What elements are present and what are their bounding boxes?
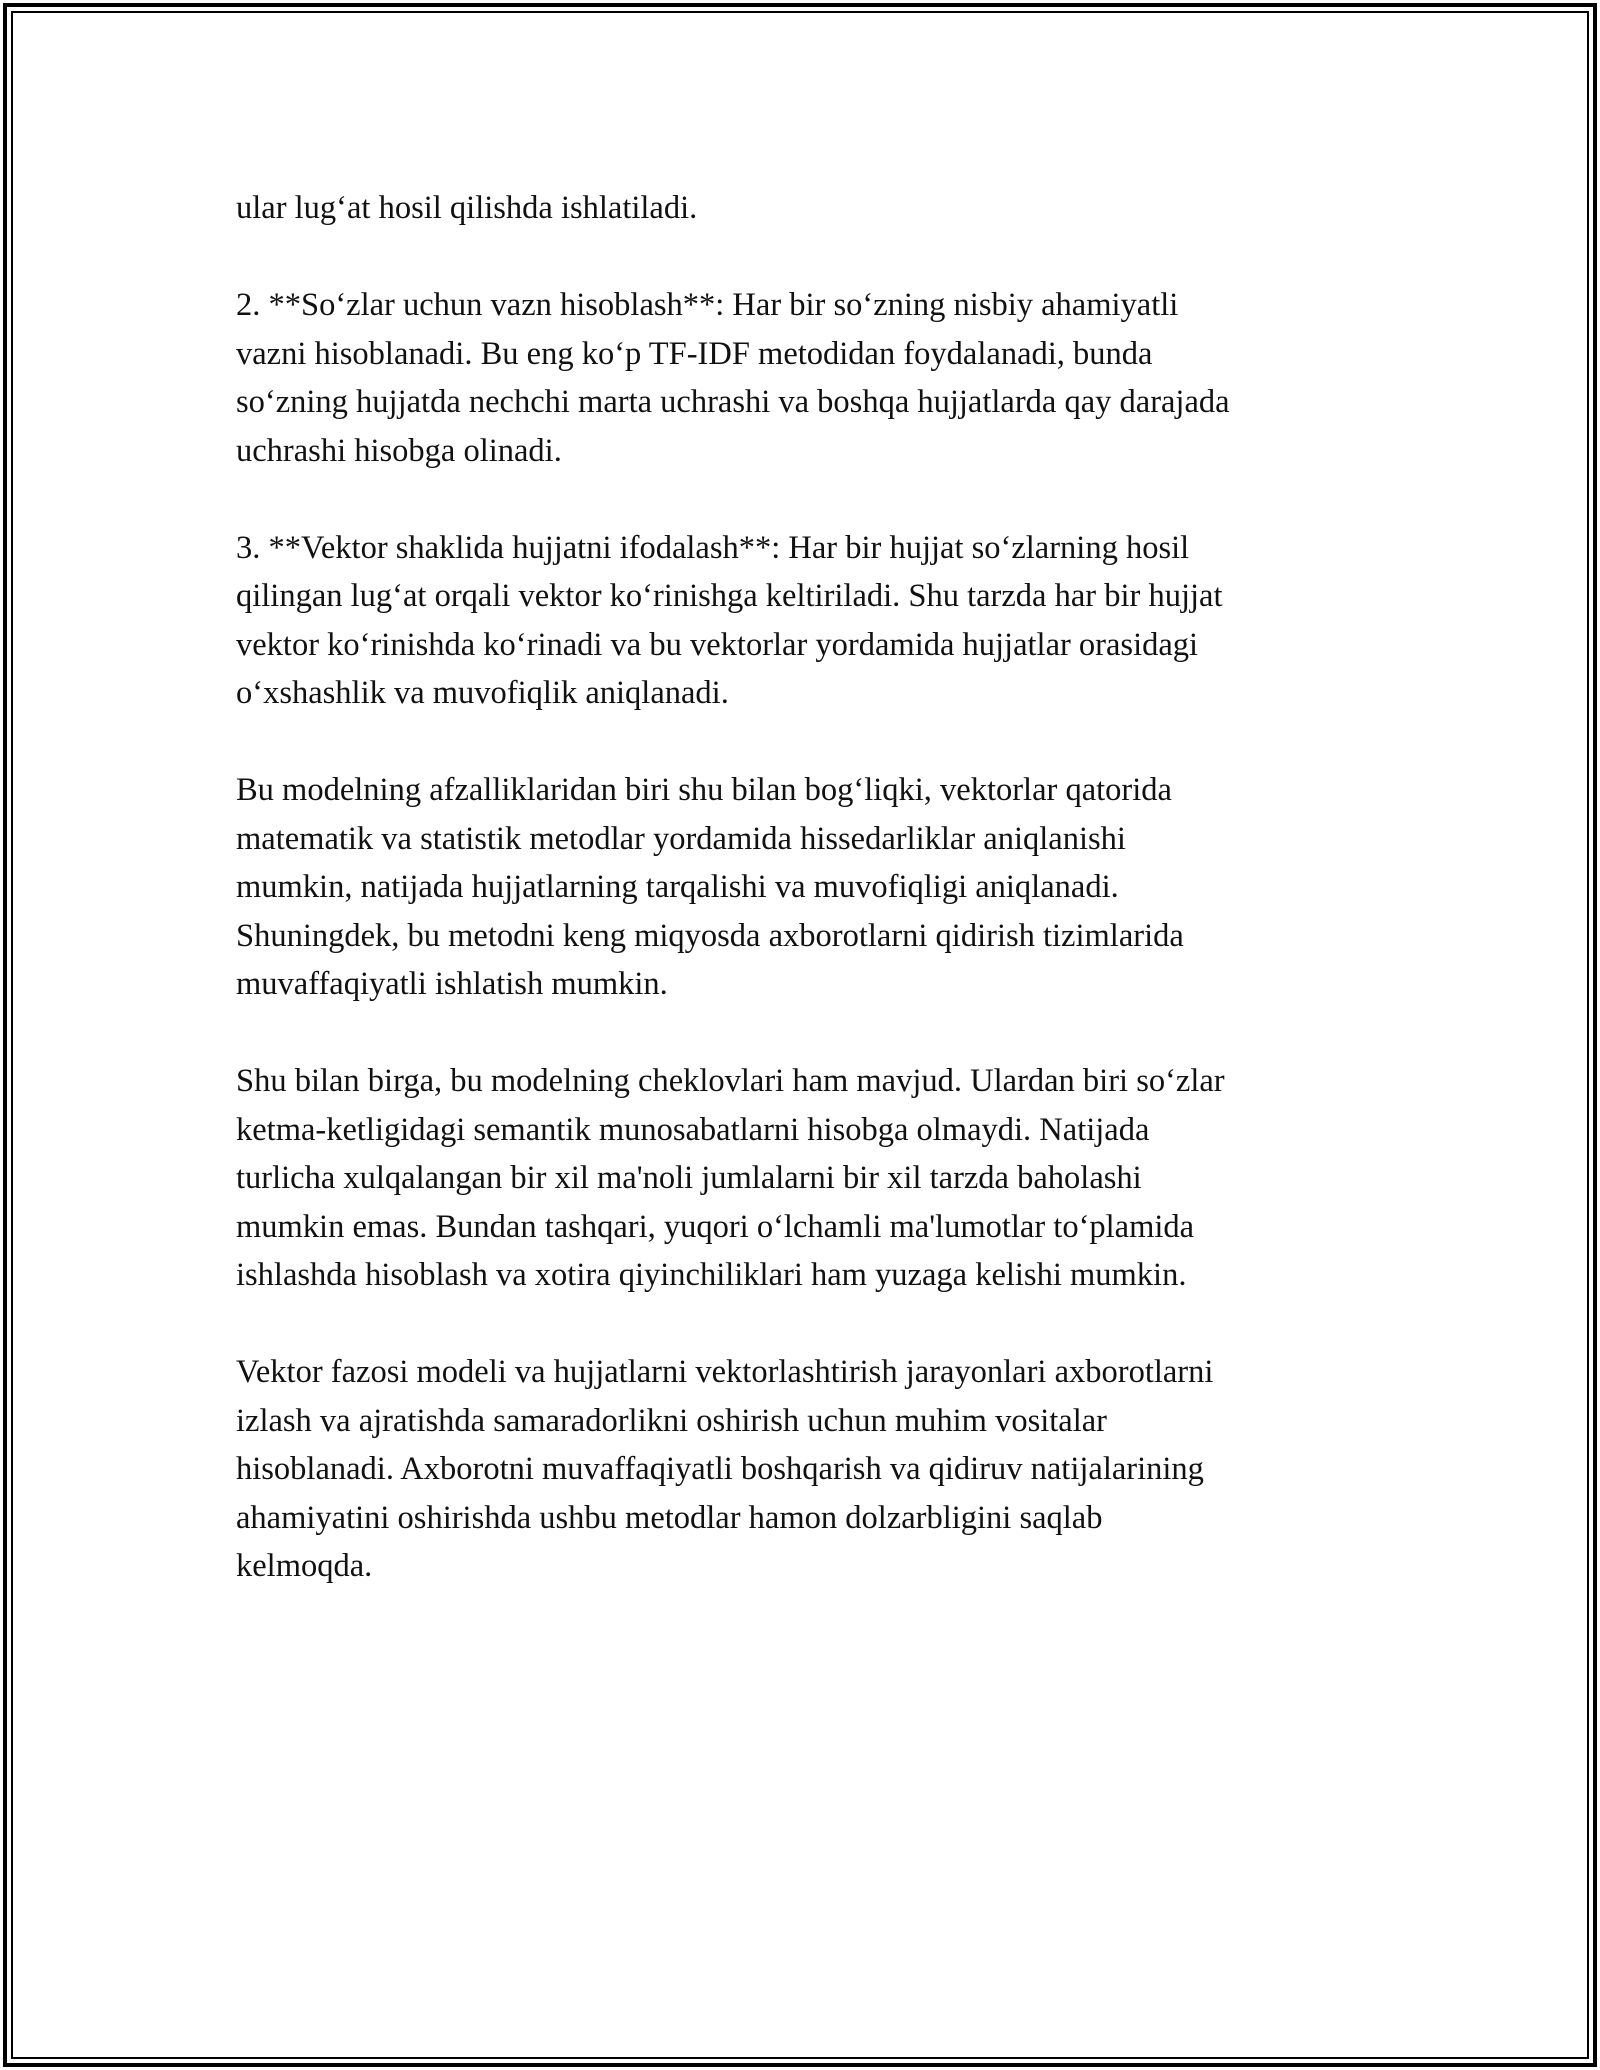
paragraph-word-weighting: 2. **So‘zlar uchun vazn hisoblash**: Har bir so‘zning nisbiy ahamiyatli vazni hisoblanadi. Bu eng ko‘p TF-IDF metodidan foydalanadi, bunda so‘zning hujjatda nechchi marta uchrashi va boshqa hujjatlarda qay darajada uchrashi hisobga olinadi. <box>236 287 1230 469</box>
paragraph-limitations: Shu bilan birga, bu modelning cheklovlari ham mavjud. Ulardan biri so‘zlar ketma-ketligidagi semantik munosabatlarni hisobga olmaydi. Natijada turlicha xulqalangan bir xil ma'noli jumlalarni bir xil tarzda baholashi mumkin emas. Bundan tashqari, yuqori o‘lchamli ma'lumotlar to‘plamida ishlashda hisoblash va xotira qiyinchiliklari ham yuzaga kelishi mumkin. <box>236 1063 1225 1293</box>
paragraph-advantages: Bu modelning afzalliklaridan biri shu bilan bog‘liqki, vektorlar qatorida matematik va statistik metodlar yordamida hissedarliklar aniqlanishi mumkin, natijada hujjatlarning tarqalishi va muvofiqligi aniqlanadi. Shuningdek, bu metodni keng miqyosda axborotlarni qidirish tizimlarida muvaffaqiyatli ishlatish mumkin. <box>236 772 1184 1002</box>
paragraph-vector-representation: 3. **Vektor shaklida hujjatni ifodalash**: Har bir hujjat so‘zlarning hosil qilingan lug‘at orqali vektor ko‘rinishga keltiriladi. Shu tarzda har bir hujjat vektor ko‘rinishda ko‘rinadi va bu vektorlar yordamida hujjatlar orasidagi o‘xshashlik va muvofiqlik aniqlanadi. <box>236 529 1223 711</box>
document-body <box>236 184 1376 1639</box>
paragraph-continuation: ular lug‘at hosil qilishda ishlatiladi. <box>236 190 698 226</box>
paragraph-conclusion: Vektor fazosi modeli va hujjatlarni vektorlashtirish jarayonlari axborotlarni izlash va ajratishda samaradorlikni oshirish uchun muhim vositalar hisoblanadi. Axborotni muvaffaqiyatli boshqarish va qidiruv natijalarining ahamiyatini oshirishda ushbu metodlar hamon dolzarbligini saqlab kelmoqda. <box>236 1354 1214 1584</box>
